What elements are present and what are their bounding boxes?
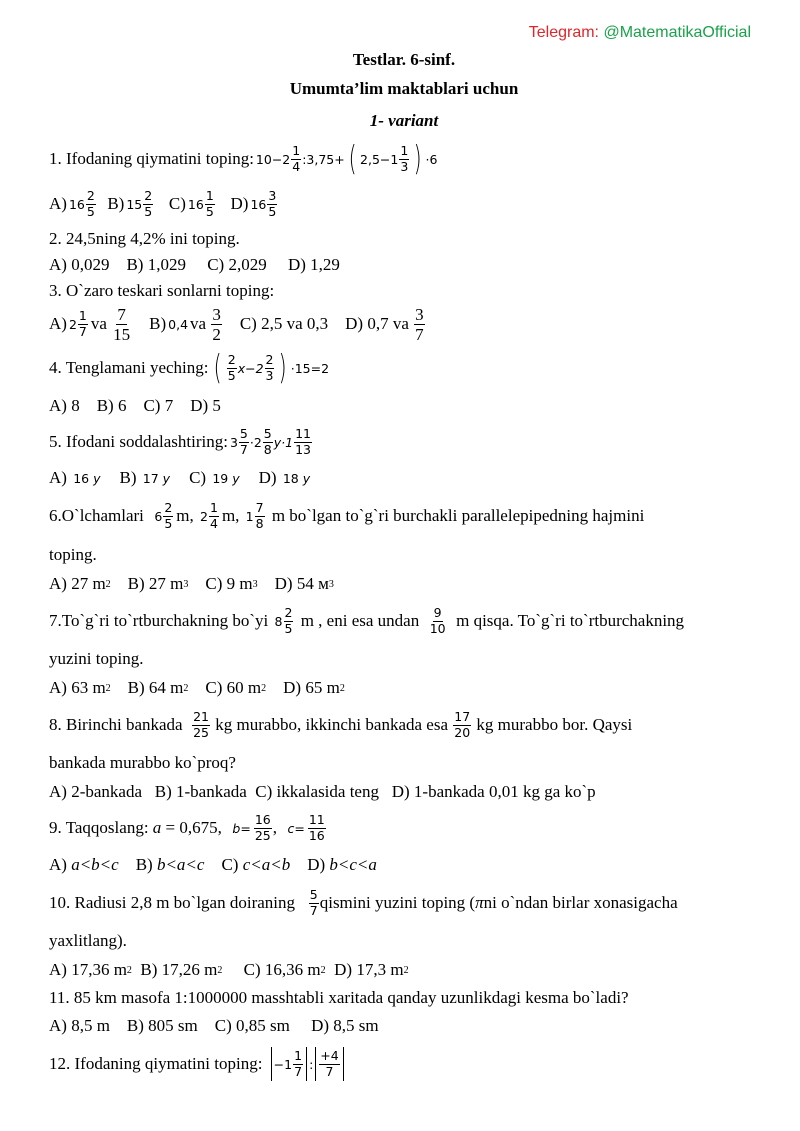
test-sheet [49, 48, 759, 1088]
expression: 10−2 $\frac{1}{4}$ :3,75+ ( 2,5−1 $\frac{1}{3}$ ) ·6 [255, 139, 438, 179]
expression: −1 $\frac{1}{7}$ : $\frac{+4}{7}$ [269, 1047, 346, 1081]
variant-label: 1- variant [369, 111, 439, 130]
answers-8: A) 2-bankada B) 1-bankada C) ikkalasida teng D) 1-bankada 0,01 kg ga ko`p [49, 782, 596, 801]
question-12: 12. Ifodaning qiymatini toping: −1 $\frac{1}{7}$ : $\frac{+4}{7}$ [49, 1040, 759, 1088]
question-8-cont: bankada murabbo ko`proq? [49, 753, 236, 772]
question-3: 3. O`zaro teskari sonlarni toping: [49, 281, 275, 300]
expression: 3 $\frac{5}{7}$ ·2 $\frac{5}{8}$ y·1 $\frac{11}{13}$ [229, 426, 311, 457]
page-title: Testlar. 6-sinf. [352, 50, 456, 69]
answers-3: A) 2 $\frac{1}{7}$ va $\frac{7}{15}$ B) 0,4 va $\frac{3}{2}$ C) 2,5 va 0,3 D) 0,7 va $\frac{3}{7}$ [49, 304, 424, 344]
page-subtitle: Umumta’lim maktablari uchun [289, 79, 519, 98]
equation: ( $\frac{2}{5}$ x−2 $\frac{2}{3}$ ) ·15=2 [214, 348, 330, 388]
question-11: 11. 85 km masofa 1:1000000 masshtabli xaritada qanday uzunlikdagi kesma bo`ladi? [49, 988, 629, 1007]
question-6: 6.O`lchamlari 6 $\frac{2}{5}$ m, 2 $\frac{1}{4}$ m, 1 $\frac{7}{8}$ m bo`lgan to`g`ri burchakli parallelepipedning hajmini [49, 500, 645, 531]
answers-7: A) 63 m 2 B) 64 m 2 C) 60 m 2 D) 65 m 2 [49, 678, 345, 697]
question-1 [49, 136, 759, 182]
answers-10: A) 17,36 m 2 B) 17,26 m 2 C) 16,36 m 2 D) 17,3 m 2 [49, 960, 409, 979]
answers-4: A) 8 B) 6 C) 7 D) 5 [49, 396, 221, 415]
question-4: 4. Tenglamani yeching: ( $\frac{2}{5}$ x−2 $\frac{2}{3}$ ) ·15=2 [49, 348, 330, 388]
question-7-cont: yuzini toping. [49, 649, 144, 668]
answers-9: A) a<b<c B) b<a<c C) c<a<b D) b<c<a [49, 855, 377, 874]
answers-2: A) 0,029 B) 1,029 C) 2,029 D) 1,29 [49, 255, 340, 274]
question-2: 2. 24,5ning 4,2% ini toping. [49, 229, 240, 248]
question-7: 7.To`g`ri to`rtburchakning bo`yi 8 $\frac{2}{5}$ m , eni esa undan $\frac{9}{10}$ m qisqa. To`g`ri to`rtburchakning [49, 605, 685, 636]
question-6-cont: toping. [49, 545, 97, 564]
telegram-credit [529, 24, 751, 42]
answers-11: A) 8,5 m B) 805 sm C) 0,85 sm D) 8,5 sm [49, 1016, 379, 1035]
question-5: 5. Ifodani soddalashtiring: 3 $\frac{5}{7}$ ·2 $\frac{5}{8}$ y·1 $\frac{11}{13}$ [49, 426, 311, 457]
telegram-label: Telegram: [528, 24, 599, 41]
question-10-cont: yaxlitlang). [49, 931, 127, 950]
answers-5: A) 16 y B) 17 y C) 19 y D) 18 y [49, 468, 311, 487]
question-9: 9. Taqqoslang: a = 0,675, b= $\frac{16}{25}$ , c= $\frac{11}{16}$ [49, 812, 325, 843]
telegram-handle[interactable]: @MatematikaOfficial [603, 24, 751, 41]
question-10: 10. Radiusi 2,8 m bo`lgan doiraning $\frac{5}{7}$ qismini yuzini toping ( π ni o`ndan birlar xonasigacha [49, 887, 678, 918]
answers-1: A) 16 $\frac{2}{5}$ B) 15 $\frac{2}{5}$ C) 16 $\frac{1}{5}$ D) 16 $\frac{3}{5}$ [49, 188, 277, 219]
question-text: 1. Ifodaning qiymatini toping: [49, 149, 254, 168]
answers-6: A) 27 m 2 B) 27 m 3 C) 9 m 3 D) 54 м 3 [49, 574, 334, 593]
question-8: 8. Birinchi bankada $\frac{21}{25}$ kg murabbo, ikkinchi bankada esa $\frac{17}{20}$ kg murabbo bor. Qaysi [49, 709, 633, 740]
